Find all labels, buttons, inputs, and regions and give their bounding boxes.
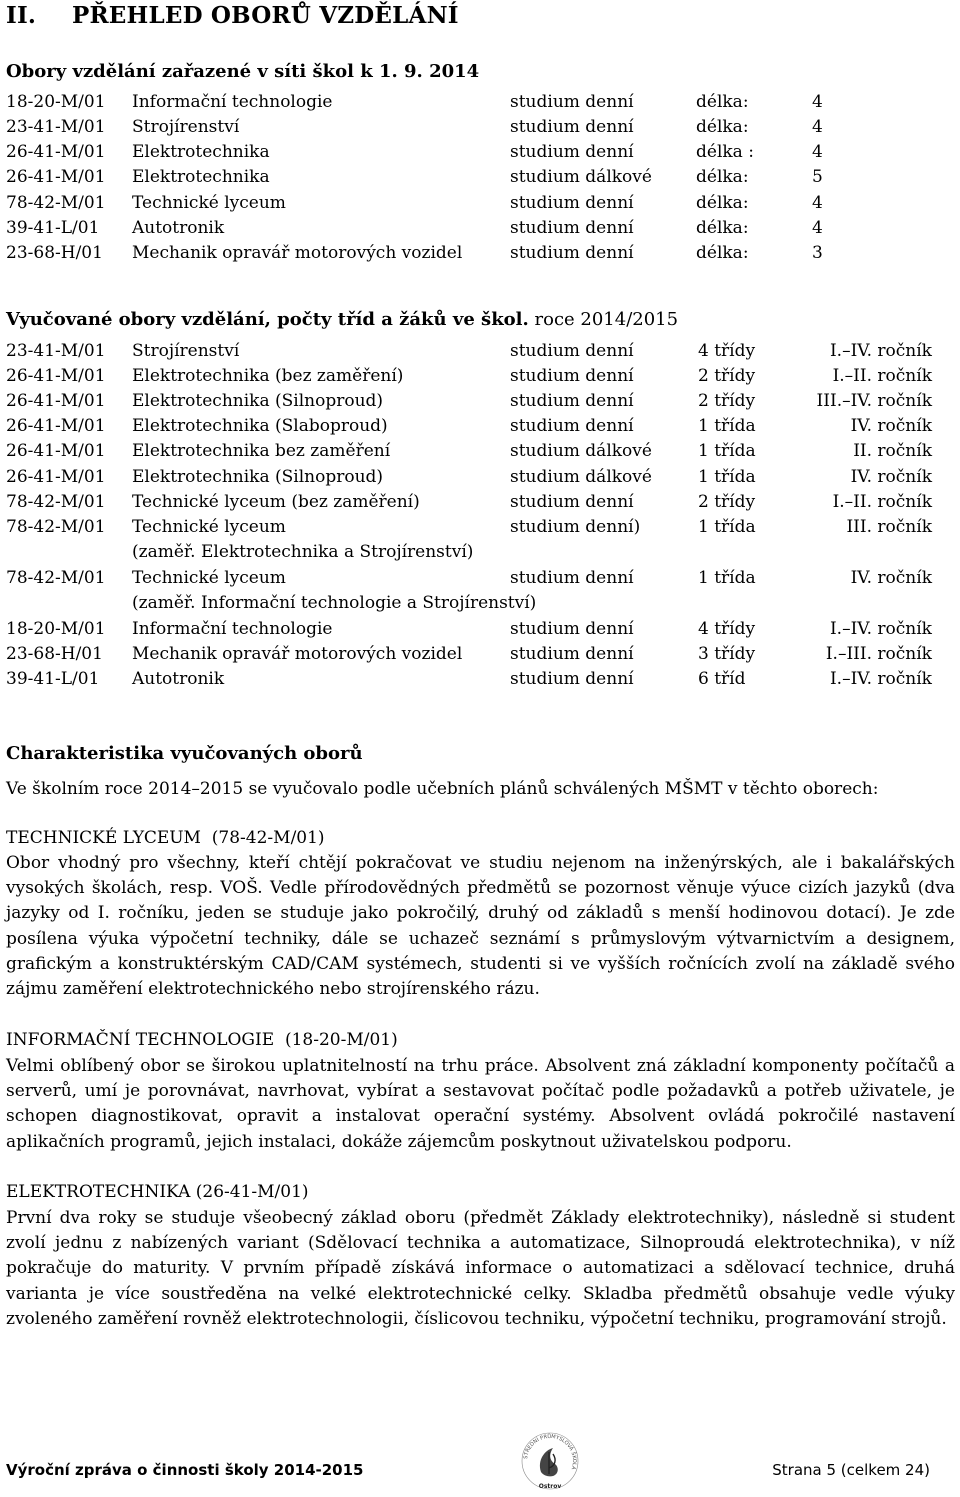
course-name: Informační technologie <box>132 619 333 639</box>
chapter-heading <box>6 2 459 29</box>
section2-title <box>6 309 678 330</box>
duration-value: 4 <box>812 142 823 162</box>
class-count: 6 tříd <box>698 669 746 689</box>
class-count: 2 třídy <box>698 391 756 411</box>
field-code: (18-20-M/01) <box>284 1030 398 1050</box>
chapter-title: PŘEHLED OBORŮ VZDĚLÁNÍ <box>72 2 459 29</box>
course-name: Strojírenství <box>132 341 240 361</box>
course-name: Elektrotechnika (Silnoproud) <box>132 391 384 411</box>
section2-row <box>6 568 956 593</box>
course-name: Elektrotechnika <box>132 142 270 162</box>
study-form: studium denní <box>510 366 634 386</box>
logo-ring-text: STŘEDNÍ PRŮMYSLOVÁ ŠKOLA <box>523 1433 578 1471</box>
course-name: Autotronik <box>132 669 225 689</box>
footer-report-title: Výroční zpráva o činnosti školy 2014-2015 <box>6 1461 364 1479</box>
field-name: TECHNICKÉ LYCEUM <box>6 828 201 848</box>
class-count: 1 třída <box>698 441 756 461</box>
page-footer <box>0 1457 960 1485</box>
study-form: studium dálkové <box>510 167 652 187</box>
grade-range: II. ročník <box>853 441 932 461</box>
study-form: studium denní) <box>510 517 641 537</box>
duration-label: délka: <box>696 167 749 187</box>
course-name: Technické lyceum <box>132 517 286 537</box>
course-name: Strojírenství <box>132 117 240 137</box>
field-name: ELEKTROTECHNIKA <box>6 1182 191 1202</box>
class-count: 4 třídy <box>698 341 756 361</box>
field-text-lyceum: Obor vhodný pro všechny, kteří chtějí pokračovat ve studiu nejenom na inženýrských, ale i bakalářských vysokých školách, resp. VOŠ. Vedle přírodovědných předmětů se pozornost věnuje výuce cizích jazyků (dva jazyky od I. ročníku, jeden se studuje jako pokročilý, druhý od základů s menší hodinovou dotací). Je zde posílena výuka výpočetní techniky, dále se uchazeč seznámí s průmyslovým výtvarnictvím a designem, grafickým a konstruktérským CAD/CAM systémech, studenti si ve vyšších ročnících zvolí na základě svého zájmu zaměření elektrotechnického nebo strojírenského rázu. <box>6 853 955 1000</box>
study-form: studium denní <box>510 341 634 361</box>
course-code: 26-41-M/01 <box>6 167 106 187</box>
duration-label: délka: <box>696 243 749 263</box>
study-form: studium denní <box>510 669 634 689</box>
study-form: studium denní <box>510 218 634 238</box>
field-code: (78-42-M/01) <box>211 828 325 848</box>
study-form: studium denní <box>510 117 634 137</box>
course-code: 18-20-M/01 <box>6 619 106 639</box>
course-code: 18-20-M/01 <box>6 92 106 112</box>
course-name: Elektrotechnika bez zaměření <box>132 441 391 461</box>
course-name: Elektrotechnika (Slaboproud) <box>132 416 388 436</box>
class-count: 4 třídy <box>698 619 756 639</box>
section1-row <box>6 218 956 243</box>
grade-range: I.–IV. ročník <box>829 341 932 361</box>
duration-value: 4 <box>812 92 823 112</box>
course-code: 78-42-M/01 <box>6 193 106 213</box>
grade-range: IV. ročník <box>850 568 932 588</box>
grade-range: I.–II. ročník <box>832 366 932 386</box>
course-name: Elektrotechnika <box>132 167 270 187</box>
study-form: studium denní <box>510 193 634 213</box>
class-count: 2 třídy <box>698 492 756 512</box>
study-form: studium dálkové <box>510 467 652 487</box>
field-title-it <box>6 1030 398 1050</box>
duration-label: délka: <box>696 92 749 112</box>
course-code: 78-42-M/01 <box>6 517 106 537</box>
section2-title-normal: roce 2014/2015 <box>528 309 679 330</box>
study-form: studium denní <box>510 391 634 411</box>
section1-row <box>6 193 956 218</box>
duration-value: 5 <box>812 167 823 187</box>
grade-range: III.–IV. ročník <box>816 391 932 411</box>
duration-value: 3 <box>812 243 823 263</box>
course-code: 78-42-M/01 <box>6 568 106 588</box>
study-form: studium denní <box>510 568 634 588</box>
section1-row <box>6 167 956 192</box>
course-name: Technické lyceum (bez zaměření) <box>132 492 420 512</box>
logo-caption: Ostrov <box>538 1483 562 1490</box>
section2-row <box>6 644 956 669</box>
specialization-note: (zaměř. Elektrotechnika a Strojírenství) <box>132 542 474 562</box>
study-form: studium denní <box>510 644 634 664</box>
school-logo-icon <box>519 1430 581 1492</box>
grade-range: I.–II. ročník <box>832 492 932 512</box>
class-count: 2 třídy <box>698 366 756 386</box>
course-name: Mechanik opravář motorových vozidel <box>132 644 463 664</box>
field-name: INFORMAČNÍ TECHNOLOGIE <box>6 1030 275 1050</box>
field-title-lyceum <box>6 828 325 848</box>
footer-page-number: Strana 5 (celkem 24) <box>772 1461 930 1479</box>
grade-range: I.–IV. ročník <box>829 669 932 689</box>
duration-value: 4 <box>812 117 823 137</box>
study-form: studium dálkové <box>510 441 652 461</box>
grade-range: IV. ročník <box>850 416 932 436</box>
course-code: 23-68-H/01 <box>6 243 103 263</box>
chapter-number: II. <box>6 2 37 29</box>
course-code: 26-41-M/01 <box>6 366 106 386</box>
course-code: 39-41-L/01 <box>6 669 100 689</box>
field-title-electro <box>6 1182 309 1202</box>
section2-row <box>6 517 956 542</box>
course-code: 23-41-M/01 <box>6 341 106 361</box>
class-count: 3 třídy <box>698 644 756 664</box>
class-count: 1 třída <box>698 467 756 487</box>
field-text-it: Velmi oblíbený obor se širokou uplatnitelností na trhu práce. Absolvent zná základní komponenty počítačů a serverů, umí je porovnávat, navrhovat, vybírat a sestavovat počítač podle požadavků a potřeb uživatele, je schopen diagnostikovat, opravit a instalovat operační systémy. Absolvent ovládá pokročilé nastavení aplikačních programů, jejich instalaci, dokáže zájemcům poskytnout uživatelskou podporu. <box>6 1056 955 1152</box>
study-form: studium denní <box>510 92 634 112</box>
section2-row <box>6 669 956 694</box>
section2-row <box>6 341 956 366</box>
section1-row <box>6 92 956 117</box>
grade-range: IV. ročník <box>850 467 932 487</box>
course-code: 26-41-M/01 <box>6 391 106 411</box>
course-name: Technické lyceum <box>132 193 286 213</box>
course-code: 26-41-M/01 <box>6 441 106 461</box>
duration-label: délka: <box>696 117 749 137</box>
section3-intro: Ve školním roce 2014–2015 se vyučovalo podle učebních plánů schválených MŠMT v těchto oborech: <box>6 779 879 799</box>
section2-row <box>6 366 956 391</box>
duration-label: délka: <box>696 218 749 238</box>
duration-label: délka: <box>696 193 749 213</box>
study-form: studium denní <box>510 416 634 436</box>
section2-row <box>6 441 956 466</box>
field-code: (26-41-M/01) <box>195 1182 309 1202</box>
section2-row <box>6 467 956 492</box>
course-name: Autotronik <box>132 218 225 238</box>
course-name: Informační technologie <box>132 92 333 112</box>
duration-value: 4 <box>812 193 823 213</box>
course-code: 23-68-H/01 <box>6 644 103 664</box>
section1-row <box>6 142 956 167</box>
study-form: studium denní <box>510 492 634 512</box>
study-form: studium denní <box>510 142 634 162</box>
section2-row <box>6 416 956 441</box>
duration-label: délka : <box>696 142 754 162</box>
section1-row <box>6 243 956 268</box>
section1-title: Obory vzdělání zařazené v síti škol k 1. 9. 2014 <box>6 61 480 82</box>
study-form: studium denní <box>510 243 634 263</box>
course-code: 26-41-M/01 <box>6 416 106 436</box>
study-form: studium denní <box>510 619 634 639</box>
class-count: 1 třída <box>698 568 756 588</box>
course-name: Elektrotechnika (Silnoproud) <box>132 467 384 487</box>
class-count: 1 třída <box>698 517 756 537</box>
grade-range: III. ročník <box>846 517 932 537</box>
grade-range: I.–III. ročník <box>825 644 932 664</box>
section3-title: Charakteristika vyučovaných oborů <box>6 743 363 764</box>
field-text-electro: První dva roky se studuje všeobecný základ oboru (předmět Základy elektrotechniky), následně si student zvolí jednu z nabízených variant (Sdělovací technika a automatizace, Silnoproudá elektrotechnika), v níž pokračuje do maturity. V prvním případě získává informace o automatizaci a sdělovací technice, druhá varianta je více soustředěna na velké elektrotechnické celky. Skladba předmětů obsahuje vedle výuky zvoleného zaměření rovněž elektrotechnologii, číslicovou techniku, výpočetní techniku, programování strojů. <box>6 1208 955 1329</box>
section2-row <box>6 391 956 416</box>
grade-range: I.–IV. ročník <box>829 619 932 639</box>
course-code: 39-41-L/01 <box>6 218 100 238</box>
course-name: Elektrotechnika (bez zaměření) <box>132 366 404 386</box>
section1-row <box>6 117 956 142</box>
duration-value: 4 <box>812 218 823 238</box>
section2-row <box>6 619 956 644</box>
course-name: Mechanik opravář motorových vozidel <box>132 243 463 263</box>
specialization-note: (zaměř. Informační technologie a Strojírenství) <box>132 593 537 613</box>
section2-row <box>6 492 956 517</box>
course-name: Technické lyceum <box>132 568 286 588</box>
section2-title-bold: Vyučované obory vzdělání, počty tříd a žáků ve škol. <box>6 309 529 330</box>
course-code: 26-41-M/01 <box>6 467 106 487</box>
course-code: 26-41-M/01 <box>6 142 106 162</box>
class-count: 1 třída <box>698 416 756 436</box>
course-code: 23-41-M/01 <box>6 117 106 137</box>
course-code: 78-42-M/01 <box>6 492 106 512</box>
